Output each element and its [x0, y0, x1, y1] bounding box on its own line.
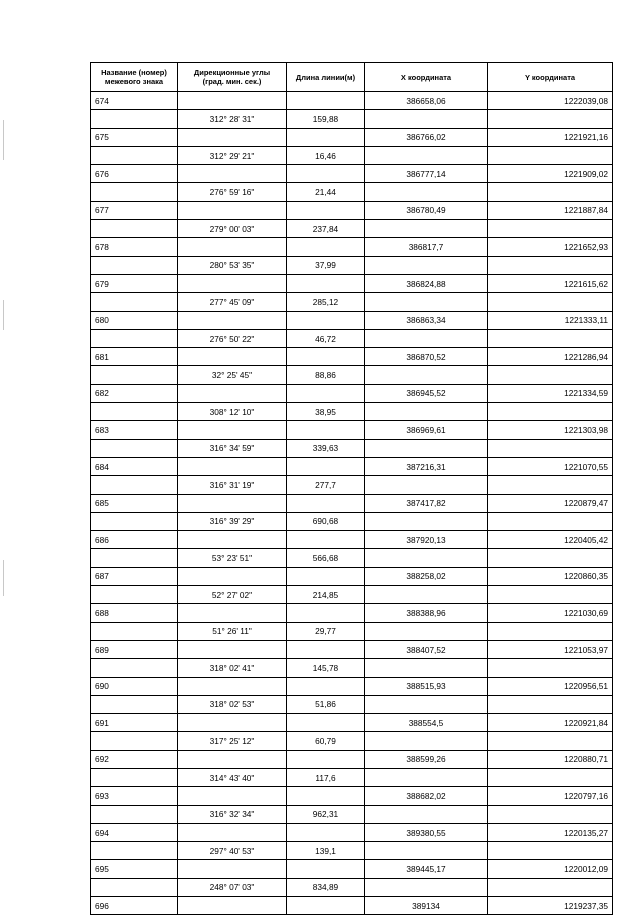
point-row: [91, 750, 613, 768]
empty-cell: [488, 439, 613, 457]
x-coordinate-cell: 388407,52: [365, 640, 488, 658]
empty-cell: [91, 659, 178, 677]
empty-cell: [178, 714, 287, 732]
empty-cell: [488, 293, 613, 311]
empty-cell: [365, 110, 488, 128]
empty-cell: [488, 256, 613, 274]
empty-cell: [365, 659, 488, 677]
direction-angle-cell: 316° 32' 34": [178, 805, 287, 823]
x-coordinate-cell: 386945,52: [365, 384, 488, 402]
empty-cell: [91, 366, 178, 384]
line-length-cell: 339,63: [287, 439, 365, 457]
y-coordinate-cell: 1221652,93: [488, 238, 613, 256]
empty-cell: [178, 384, 287, 402]
empty-cell: [178, 92, 287, 110]
empty-cell: [488, 403, 613, 421]
direction-angle-cell: 318° 02' 41": [178, 659, 287, 677]
empty-cell: [287, 860, 365, 878]
x-coordinate-cell: 388258,02: [365, 567, 488, 585]
direction-angle-cell: 279° 00' 03": [178, 220, 287, 238]
point-name-cell: 674: [91, 92, 178, 110]
x-coordinate-cell: 389380,55: [365, 823, 488, 841]
empty-cell: [178, 604, 287, 622]
point-name-cell: 691: [91, 714, 178, 732]
y-coordinate-cell: 1220135,27: [488, 823, 613, 841]
point-row: [91, 823, 613, 841]
y-coordinate-cell: 1220405,42: [488, 531, 613, 549]
empty-cell: [178, 128, 287, 146]
empty-cell: [91, 146, 178, 164]
point-name-cell: 692: [91, 750, 178, 768]
empty-cell: [91, 256, 178, 274]
y-coordinate-cell: 1222039,08: [488, 92, 613, 110]
empty-cell: [488, 586, 613, 604]
empty-cell: [178, 531, 287, 549]
header-x: X координата: [365, 63, 488, 92]
point-name-cell: 696: [91, 897, 178, 915]
empty-cell: [91, 622, 178, 640]
segment-row: [91, 842, 613, 860]
empty-cell: [287, 677, 365, 695]
empty-cell: [178, 348, 287, 366]
header-row: [91, 63, 613, 92]
empty-cell: [488, 110, 613, 128]
direction-angle-cell: 312° 28' 31": [178, 110, 287, 128]
empty-cell: [91, 476, 178, 494]
y-coordinate-cell: 1221921,16: [488, 128, 613, 146]
point-name-cell: 683: [91, 421, 178, 439]
empty-cell: [287, 201, 365, 219]
y-coordinate-cell: 1221070,55: [488, 457, 613, 475]
direction-angle-cell: 280° 53' 35": [178, 256, 287, 274]
y-coordinate-cell: 1221909,02: [488, 165, 613, 183]
line-length-cell: 37,99: [287, 256, 365, 274]
empty-cell: [287, 348, 365, 366]
y-coordinate-cell: 1221030,69: [488, 604, 613, 622]
empty-cell: [287, 714, 365, 732]
y-coordinate-cell: 1220012,09: [488, 860, 613, 878]
segment-row: [91, 220, 613, 238]
y-coordinate-cell: 1221333,11: [488, 311, 613, 329]
point-row: [91, 860, 613, 878]
direction-angle-cell: 316° 31' 19": [178, 476, 287, 494]
point-row: [91, 128, 613, 146]
x-coordinate-cell: 386863,34: [365, 311, 488, 329]
empty-cell: [365, 256, 488, 274]
segment-row: [91, 146, 613, 164]
empty-cell: [488, 183, 613, 201]
empty-cell: [365, 549, 488, 567]
empty-cell: [178, 640, 287, 658]
empty-cell: [178, 494, 287, 512]
point-row: [91, 421, 613, 439]
direction-angle-cell: 297° 40' 53": [178, 842, 287, 860]
point-row: [91, 274, 613, 292]
line-length-cell: 962,31: [287, 805, 365, 823]
header-length: Длина линии(м): [287, 63, 365, 92]
segment-row: [91, 732, 613, 750]
segment-row: [91, 329, 613, 347]
direction-angle-cell: 314° 43' 40": [178, 768, 287, 786]
direction-angle-cell: 277° 45' 09": [178, 293, 287, 311]
empty-cell: [91, 403, 178, 421]
point-row: [91, 494, 613, 512]
empty-cell: [365, 768, 488, 786]
empty-cell: [91, 842, 178, 860]
empty-cell: [488, 842, 613, 860]
empty-cell: [287, 897, 365, 915]
empty-cell: [91, 439, 178, 457]
point-row: [91, 201, 613, 219]
line-length-cell: 16,46: [287, 146, 365, 164]
y-coordinate-cell: 1220880,71: [488, 750, 613, 768]
x-coordinate-cell: 387920,13: [365, 531, 488, 549]
y-coordinate-cell: 1220956,51: [488, 677, 613, 695]
empty-cell: [91, 805, 178, 823]
line-length-cell: 277,7: [287, 476, 365, 494]
direction-angle-cell: 52° 27' 02": [178, 586, 287, 604]
empty-cell: [91, 732, 178, 750]
empty-cell: [91, 220, 178, 238]
empty-cell: [488, 512, 613, 530]
empty-cell: [488, 768, 613, 786]
segment-row: [91, 366, 613, 384]
empty-cell: [178, 238, 287, 256]
point-name-cell: 681: [91, 348, 178, 366]
y-coordinate-cell: 1221887,84: [488, 201, 613, 219]
line-length-cell: 117,6: [287, 768, 365, 786]
segment-row: [91, 293, 613, 311]
empty-cell: [91, 695, 178, 713]
line-length-cell: 566,68: [287, 549, 365, 567]
x-coordinate-cell: 386777,14: [365, 165, 488, 183]
point-name-cell: 694: [91, 823, 178, 841]
direction-angle-cell: 248° 07' 03": [178, 878, 287, 896]
empty-cell: [488, 476, 613, 494]
segment-row: [91, 403, 613, 421]
line-length-cell: 214,85: [287, 586, 365, 604]
segment-row: [91, 878, 613, 896]
direction-angle-cell: 312° 29' 21": [178, 146, 287, 164]
empty-cell: [287, 274, 365, 292]
point-row: [91, 640, 613, 658]
x-coordinate-cell: 386817,7: [365, 238, 488, 256]
line-length-cell: 690,68: [287, 512, 365, 530]
empty-cell: [365, 732, 488, 750]
point-row: [91, 787, 613, 805]
line-length-cell: 51,86: [287, 695, 365, 713]
direction-angle-cell: 276° 50' 22": [178, 329, 287, 347]
empty-cell: [365, 842, 488, 860]
empty-cell: [365, 220, 488, 238]
point-name-cell: 678: [91, 238, 178, 256]
point-row: [91, 677, 613, 695]
empty-cell: [178, 274, 287, 292]
segment-row: [91, 476, 613, 494]
header-name: Название (номер) межевого знака: [91, 63, 178, 92]
header-y: Y координата: [488, 63, 613, 92]
empty-cell: [365, 805, 488, 823]
empty-cell: [287, 421, 365, 439]
empty-cell: [91, 549, 178, 567]
empty-cell: [365, 476, 488, 494]
point-name-cell: 685: [91, 494, 178, 512]
x-coordinate-cell: 386658,06: [365, 92, 488, 110]
point-name-cell: 676: [91, 165, 178, 183]
empty-cell: [178, 787, 287, 805]
x-coordinate-cell: 386780,49: [365, 201, 488, 219]
empty-cell: [91, 110, 178, 128]
empty-cell: [91, 183, 178, 201]
empty-cell: [365, 329, 488, 347]
scan-edge-mark: [3, 300, 4, 330]
point-row: [91, 92, 613, 110]
empty-cell: [178, 860, 287, 878]
y-coordinate-cell: 1221303,98: [488, 421, 613, 439]
empty-cell: [287, 128, 365, 146]
empty-cell: [365, 439, 488, 457]
line-length-cell: 60,79: [287, 732, 365, 750]
empty-cell: [287, 92, 365, 110]
point-row: [91, 714, 613, 732]
point-name-cell: 695: [91, 860, 178, 878]
empty-cell: [287, 750, 365, 768]
x-coordinate-cell: 389445,17: [365, 860, 488, 878]
segment-row: [91, 549, 613, 567]
empty-cell: [287, 311, 365, 329]
point-row: [91, 567, 613, 585]
point-name-cell: 677: [91, 201, 178, 219]
point-row: [91, 897, 613, 915]
direction-angle-cell: 316° 39' 29": [178, 512, 287, 530]
point-name-cell: 686: [91, 531, 178, 549]
empty-cell: [91, 878, 178, 896]
segment-row: [91, 622, 613, 640]
y-coordinate-cell: 1220860,35: [488, 567, 613, 585]
point-row: [91, 165, 613, 183]
empty-cell: [365, 403, 488, 421]
empty-cell: [488, 220, 613, 238]
empty-cell: [91, 293, 178, 311]
point-name-cell: 688: [91, 604, 178, 622]
direction-angle-cell: 276° 59' 16": [178, 183, 287, 201]
empty-cell: [365, 293, 488, 311]
empty-cell: [178, 750, 287, 768]
line-length-cell: 159,88: [287, 110, 365, 128]
empty-cell: [287, 640, 365, 658]
x-coordinate-cell: 388599,26: [365, 750, 488, 768]
empty-cell: [287, 604, 365, 622]
segment-row: [91, 768, 613, 786]
point-name-cell: 693: [91, 787, 178, 805]
empty-cell: [488, 366, 613, 384]
segment-row: [91, 256, 613, 274]
empty-cell: [365, 622, 488, 640]
segment-row: [91, 110, 613, 128]
direction-angle-cell: 318° 02' 53": [178, 695, 287, 713]
empty-cell: [488, 146, 613, 164]
point-row: [91, 238, 613, 256]
segment-row: [91, 183, 613, 201]
x-coordinate-cell: 388388,96: [365, 604, 488, 622]
boundary-marks-table: [90, 62, 613, 915]
empty-cell: [365, 878, 488, 896]
y-coordinate-cell: 1221053,97: [488, 640, 613, 658]
x-coordinate-cell: 387417,82: [365, 494, 488, 512]
point-row: [91, 604, 613, 622]
segment-row: [91, 586, 613, 604]
point-name-cell: 689: [91, 640, 178, 658]
empty-cell: [178, 165, 287, 183]
segment-row: [91, 805, 613, 823]
empty-cell: [488, 329, 613, 347]
segment-row: [91, 439, 613, 457]
scan-edge-mark: [3, 560, 4, 596]
empty-cell: [178, 567, 287, 585]
point-name-cell: 684: [91, 457, 178, 475]
empty-cell: [488, 695, 613, 713]
line-length-cell: 46,72: [287, 329, 365, 347]
segment-row: [91, 695, 613, 713]
point-name-cell: 680: [91, 311, 178, 329]
empty-cell: [178, 677, 287, 695]
empty-cell: [365, 183, 488, 201]
empty-cell: [488, 549, 613, 567]
empty-cell: [178, 457, 287, 475]
point-name-cell: 690: [91, 677, 178, 695]
empty-cell: [365, 146, 488, 164]
y-coordinate-cell: 1220879,47: [488, 494, 613, 512]
direction-angle-cell: 308° 12' 10": [178, 403, 287, 421]
empty-cell: [488, 732, 613, 750]
line-length-cell: 834,89: [287, 878, 365, 896]
empty-cell: [488, 659, 613, 677]
y-coordinate-cell: 1221286,94: [488, 348, 613, 366]
point-row: [91, 348, 613, 366]
empty-cell: [91, 512, 178, 530]
empty-cell: [488, 622, 613, 640]
line-length-cell: 88,86: [287, 366, 365, 384]
segment-row: [91, 659, 613, 677]
empty-cell: [178, 897, 287, 915]
empty-cell: [488, 878, 613, 896]
empty-cell: [91, 329, 178, 347]
y-coordinate-cell: 1220921,84: [488, 714, 613, 732]
empty-cell: [287, 494, 365, 512]
empty-cell: [365, 586, 488, 604]
empty-cell: [287, 787, 365, 805]
x-coordinate-cell: 387216,31: [365, 457, 488, 475]
header-angles: Дирекционные углы (град. мин. сек.): [178, 63, 287, 92]
empty-cell: [287, 457, 365, 475]
line-length-cell: 139,1: [287, 842, 365, 860]
x-coordinate-cell: 388682,02: [365, 787, 488, 805]
empty-cell: [365, 695, 488, 713]
point-name-cell: 675: [91, 128, 178, 146]
empty-cell: [178, 311, 287, 329]
x-coordinate-cell: 389134: [365, 897, 488, 915]
scan-edge-mark: [3, 120, 4, 160]
direction-angle-cell: 316° 34' 59": [178, 439, 287, 457]
direction-angle-cell: 53° 23' 51": [178, 549, 287, 567]
empty-cell: [488, 805, 613, 823]
x-coordinate-cell: 386969,61: [365, 421, 488, 439]
line-length-cell: 237,84: [287, 220, 365, 238]
line-length-cell: 38,95: [287, 403, 365, 421]
empty-cell: [287, 567, 365, 585]
point-name-cell: 679: [91, 274, 178, 292]
line-length-cell: 29,77: [287, 622, 365, 640]
point-row: [91, 531, 613, 549]
direction-angle-cell: 51° 26' 11": [178, 622, 287, 640]
direction-angle-cell: 32° 25' 45": [178, 366, 287, 384]
line-length-cell: 21,44: [287, 183, 365, 201]
point-row: [91, 311, 613, 329]
empty-cell: [287, 531, 365, 549]
point-name-cell: 682: [91, 384, 178, 402]
empty-cell: [365, 512, 488, 530]
x-coordinate-cell: 386870,52: [365, 348, 488, 366]
empty-cell: [178, 823, 287, 841]
line-length-cell: 145,78: [287, 659, 365, 677]
segment-row: [91, 512, 613, 530]
x-coordinate-cell: 386766,02: [365, 128, 488, 146]
empty-cell: [91, 768, 178, 786]
empty-cell: [287, 238, 365, 256]
x-coordinate-cell: 388554,5: [365, 714, 488, 732]
empty-cell: [178, 421, 287, 439]
empty-cell: [287, 165, 365, 183]
y-coordinate-cell: 1219237,35: [488, 897, 613, 915]
direction-angle-cell: 317° 25' 12": [178, 732, 287, 750]
empty-cell: [178, 201, 287, 219]
line-length-cell: 285,12: [287, 293, 365, 311]
empty-cell: [287, 384, 365, 402]
x-coordinate-cell: 386824,88: [365, 274, 488, 292]
empty-cell: [91, 586, 178, 604]
empty-cell: [287, 823, 365, 841]
point-row: [91, 384, 613, 402]
point-row: [91, 457, 613, 475]
x-coordinate-cell: 388515,93: [365, 677, 488, 695]
y-coordinate-cell: 1221334,59: [488, 384, 613, 402]
empty-cell: [365, 366, 488, 384]
point-name-cell: 687: [91, 567, 178, 585]
y-coordinate-cell: 1221615,62: [488, 274, 613, 292]
y-coordinate-cell: 1220797,16: [488, 787, 613, 805]
